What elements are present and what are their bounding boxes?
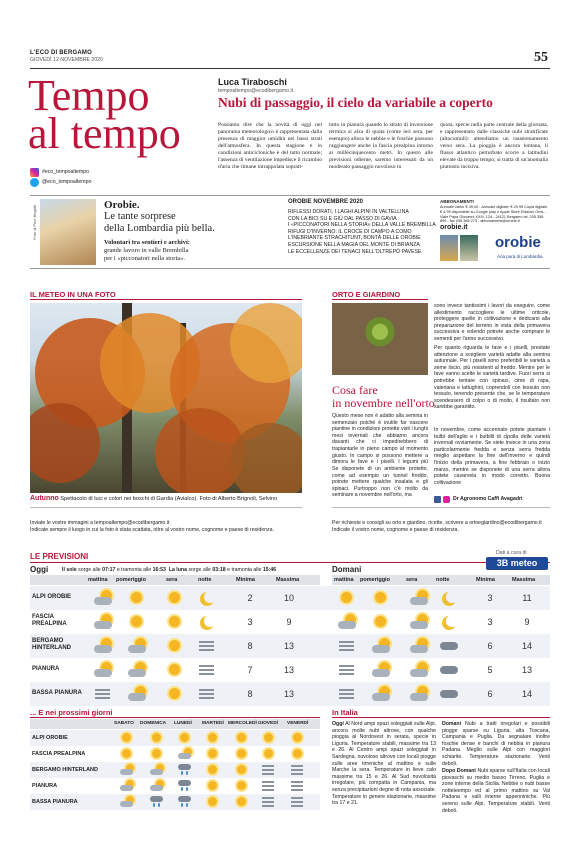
abbonamenti-text: Annuale carta: € 49,00 - Annuale digitale: € 29,99 Copia digitale € 4,99 disponibile su Google play e Apple Store Edizioni Oros - Viale Papa Giovanni XXIII, 124 - 24121 Bergamo tel. 035 358 899 - fax 035 386 273 - abbonamenti@orobie.it — [440, 205, 548, 224]
max-temp-domani: 13 — [521, 665, 532, 675]
instagram-icon — [30, 168, 39, 177]
promo-sub4: grande lavoro in valle Brembilla — [104, 247, 189, 254]
forecast-table — [30, 586, 550, 706]
col-pomeriggio: pomeriggio — [116, 577, 146, 583]
weather-cell — [194, 682, 220, 706]
previsioni-heading: LE PREVISIONI — [30, 552, 89, 561]
promo-title: Orobie. — [104, 199, 140, 211]
sun-icon — [180, 733, 189, 742]
max-temp: 13 — [283, 641, 294, 651]
page-number: 55 — [534, 50, 548, 65]
moon-label: La luna — [168, 567, 187, 573]
oggi-label: Oggi — [30, 565, 49, 574]
max-temp-domani: 14 — [521, 689, 532, 699]
weather-cell — [90, 586, 116, 610]
sun-icon — [208, 765, 217, 774]
weather-cell — [194, 634, 220, 658]
magazine-cover — [460, 235, 478, 261]
moon-set: 15:46 — [262, 567, 277, 573]
col-notte: notte — [436, 577, 450, 583]
sun-label: Il sole — [62, 567, 77, 573]
area-name: BASSA PIANURA — [32, 690, 82, 696]
partly-cloudy-icon — [120, 764, 136, 776]
author-name: Luca Tiraboschi — [218, 77, 287, 87]
weather-cell — [124, 658, 150, 682]
prossimi-row — [30, 762, 320, 778]
sun-icon — [264, 733, 273, 742]
italia-domani-text: Nubi a tratti irregolari e possibili piogge sparse su Liguria, alta Toscana, Campania e Puglia. Da segnalare inoltre foschie dense e banchi di nebbia in pianura Padana. Meglio sulle Alpi con maggiori schiarite. Temperature stazionarie. Venti deboli. — [442, 721, 550, 767]
rain-icon — [178, 764, 194, 776]
promo-issue: OROBIE NOVEMBRE 2020 — [288, 199, 364, 205]
instagram-handle[interactable]: #eco_tempoaltempo — [42, 169, 90, 175]
tramonta-label: e tramonta alle — [116, 567, 152, 573]
photo-caption — [30, 495, 302, 503]
italia-oggi-label: Oggi — [332, 721, 344, 727]
twitter-handle[interactable]: @eco_tempoaltempo — [42, 179, 92, 185]
abbonamenti-title: ABBONAMENTI — [440, 199, 474, 204]
weather-cell — [406, 610, 432, 634]
sun-icon — [237, 733, 246, 742]
weather-cell — [162, 682, 188, 706]
weather-cell — [90, 682, 116, 706]
weather-cell — [124, 682, 150, 706]
3bmeteo-logo: 3B meteo — [486, 557, 548, 570]
weather-cell — [334, 610, 360, 634]
sun-icon — [122, 733, 131, 742]
sun-set: 16:53 — [152, 567, 166, 573]
moon-rise: 03:18 — [212, 567, 226, 573]
col-minima: Minima — [236, 577, 255, 583]
orto-headline-1: Cosa fare — [332, 383, 378, 397]
day-label: VENERDÌ — [287, 721, 309, 726]
col-mattina: mattina — [334, 577, 354, 583]
col-sera: sera — [406, 577, 418, 583]
area-name: FASCIA PREALPINA — [32, 614, 67, 627]
article-col3: quota, specie nella parte centrale della giornata, e rappresentato dalle classiche nubi stratificate (altocumuli): attendiamo un rasserenamento verso sera. La pioggia è ancora lontana, il flusso atlantico perturbato scorre a latitudini elevate da troppo tempo; si tratta di un'anomalia piuttosto incisiva. — [440, 122, 548, 170]
article-headline: Nubi di passaggio, il cielo da variabile a coperto — [218, 95, 493, 110]
masthead: L'ECO DI BERGAMO — [30, 50, 92, 56]
orobie-tagline: Aria pura di Lombardia — [497, 254, 543, 259]
orto-body-4: Per quanto riguarda le fave e i piselli, prestate attenzione a scegliere varietà adatte alla semina autunnale. Per i piselli sono preferibili le varietà a seme liscio, più resistenti al freddo. Mentre per le fave vanno scelte le varietà tardive. Fuori serra si potrebbe tentare con spinaci, cime di rapa, valeriana e lattughini, coprendoli con tessuto non tessuto, tenendo presente che, se le temperature scendessero di colpo o di molto, il risultato non sarebbe garantito. — [434, 345, 550, 411]
partly-cloudy-icon — [120, 780, 136, 792]
promo-sub2: della Lombardia più bella. — [104, 223, 215, 234]
sun-icon — [208, 781, 217, 790]
sun-icon — [237, 781, 246, 790]
italia-heading: In Italia — [332, 708, 358, 717]
promo-sub5: per i «picconatori nella storia». — [104, 255, 186, 262]
rain-icon — [178, 780, 194, 792]
weather-cell — [368, 682, 394, 706]
tramonta-label: e tramonta alle — [227, 567, 262, 573]
header-rule — [30, 68, 550, 69]
max-temp: 13 — [283, 689, 294, 699]
promo-photo-credit: Foto di Pino Brigatti — [32, 205, 37, 240]
italia-domani-label: Domani — [442, 721, 462, 727]
weather-cell — [162, 658, 188, 682]
sun-icon — [208, 733, 217, 742]
article-col2: tutto in pianura quando lo strato di inversione termica si alza di quota (come ieri sera, per esempio) allora le nebbie e le foschie possono raggiungere anche la fascia prealpina intorno ai millecinquecento metri. In questo alle previsioni odierne, saremo interessati da un moderato passaggio nuvoloso in — [329, 122, 433, 170]
tree-illustration — [30, 303, 302, 493]
caption-rule — [30, 507, 302, 508]
sun-icon — [293, 733, 302, 742]
orto-invite-2: Indicate il vostro nome, cognome e paese di residenza. — [332, 527, 459, 533]
sun-icon — [152, 749, 161, 758]
weather-cell — [368, 586, 394, 610]
italia-domani — [442, 721, 550, 767]
weather-cell — [124, 634, 150, 658]
partly-cloudy-icon — [120, 796, 136, 808]
astro-info — [62, 567, 276, 574]
fog-icon — [291, 765, 307, 777]
day-label: DOMENICA — [140, 721, 167, 726]
weather-cell — [436, 610, 462, 634]
col-minima: Minima — [476, 577, 495, 583]
min-temp-domani: 6 — [487, 689, 493, 699]
max-temp-domani: 11 — [522, 593, 532, 603]
sun-rise: 07:17 — [102, 567, 116, 573]
photo-invite-1: Inviate le vostre immagini a tempoaltempo@ecodibergamo.it — [30, 520, 170, 526]
weather-cell — [90, 610, 116, 634]
weather-cell — [334, 682, 360, 706]
seedling-photo — [332, 303, 428, 375]
fog-icon — [262, 765, 278, 777]
area-name: BASSA PIANURA — [32, 799, 78, 805]
orto-invite-1: Per richieste e consigli su orto e giardino, ricette, scrivere a ortoegiardino@ecodibergamo.it — [332, 520, 542, 526]
col-sera: sera — [166, 577, 178, 583]
day-label: GIOVEDÌ — [258, 721, 278, 726]
promo-line: ESCURSIONE NELLA MAGIA DEL MONTE DI BRIANZA — [288, 241, 420, 248]
day-label: MERCOLEDÌ — [228, 721, 257, 726]
orobie-site[interactable]: orobie.it — [440, 224, 468, 231]
previsioni-rule — [30, 562, 550, 563]
weather-cell — [406, 634, 432, 658]
max-temp-domani: 14 — [521, 641, 532, 651]
issue-date: GIOVEDÌ 12 NOVEMBRE 2020 — [30, 57, 103, 63]
area-name: BERGAMO HINTERLAND — [32, 638, 71, 651]
promo-photo — [40, 199, 96, 265]
sun-icon — [237, 749, 246, 758]
weather-cell — [368, 658, 394, 682]
orobie-logo: orobie — [495, 234, 541, 251]
weather-cell — [436, 586, 462, 610]
orto-rule-bottom — [332, 507, 550, 508]
weather-cell — [162, 634, 188, 658]
weather-cell — [162, 610, 188, 634]
partly-cloudy-icon — [178, 748, 194, 760]
italia-rule — [332, 717, 550, 718]
promo-line: LE ECCELLENZE DEI TENACI NELL'OLTREPÒ PAVESE — [288, 248, 422, 255]
article-col1: Possiamo dire che la novità di oggi nel panorama meteorologico è rappresentata dalla presenza di maggior umidità nei bassi strati dell'atmosfera. In questa stagione e in condizioni anticicloniche è del tutto normale; l'assenza di ventilazione impedisce il ricambio d'aria che rimane intrappolata sopratt- — [218, 122, 322, 170]
promo-line: I «PICCONATORI NELLA STORIA» DELLA VALLE BREMBILLA — [288, 222, 436, 229]
promo-sub1: Le tante sorprese — [104, 211, 176, 222]
italia-oggi — [332, 721, 436, 841]
weather-cell — [406, 682, 432, 706]
weather-cell — [90, 634, 116, 658]
weather-cell — [194, 610, 220, 634]
prossimi-row — [30, 746, 320, 762]
col-notte: notte — [198, 577, 212, 583]
orto-body-5: In novembre, come accennato potete piantare i bulbi dell'aglio e i bulbilli di cipolla delle varietà invernali ovviamente. Se siete invece in una zona particolarmente fredda e senza serra fredda meglio aspettare la fine dell'inverno e quindi l'inizio della primavera, a fine febbraio o inizio marzo, mentre se disponete di una serra allora potete cavarvela in modo corretto. Buona coltivazione — [434, 427, 550, 486]
forecast-row — [30, 610, 550, 634]
area-name: ALPI OROBIE — [32, 594, 72, 600]
prossimi-rule — [30, 717, 320, 718]
caption-text: Spettacolo di luci e colori nei boschi di Gardia (Avialco). Foto di Alberto Brignoli, Selvino — [60, 496, 278, 502]
fog-icon — [262, 781, 278, 793]
sun-icon — [152, 733, 161, 742]
area-name: FASCIA PREALPINA — [32, 751, 86, 757]
weather-cell — [368, 634, 394, 658]
sun-icon — [122, 749, 131, 758]
italia-oggi-text: Al Nord ampi spazi soleggiati sulle Alpi, ancora molte nubi altrove, con qualche pioggia al Nordovest in serata, specie in Liguria. Temperature stabili, massime tra 13 e 26. Al Centro ampi spazi soleggiati in Sardegna, nuvoloso altrove con locali piogge sulle aree tirreniche al mattino e sulle Marche la sera. Temperature in lieve calo massime tra 15 e 26. Al Sud nuvolosità irregolare, più compatta in Campania, ma senza precipitazioni degne di nota associate. Temperature in genere stazionarie, massime tra 17 e 21. — [332, 721, 436, 807]
col-mattina: mattina — [88, 577, 108, 583]
area-name: PIANURA — [32, 666, 60, 672]
prossimi-row — [30, 730, 320, 746]
orto-body-2: Se disponete di un ambiente protetto, come ad esempio un tunnel freddo, potrete mettere qualche insalata e gli spinaci. Purtroppo non c'è molto da seminare a novembre nell'orto, ma — [332, 466, 428, 499]
weather-cell — [436, 658, 462, 682]
prossimi-row — [30, 794, 320, 810]
promo-line: CON LA BICI SU E GIÙ DAL PASSO DI GAVIA — [288, 215, 397, 222]
sun-icon — [264, 749, 273, 758]
weather-cell — [334, 634, 360, 658]
day-label: SABATO — [114, 721, 134, 726]
min-temp: 2 — [247, 593, 253, 603]
fog-icon — [291, 781, 307, 793]
min-temp-domani: 3 — [487, 593, 493, 603]
min-temp-domani: 5 — [487, 665, 493, 675]
partly-cloudy-icon — [150, 764, 166, 776]
prossimi-heading: ... E nei prossimi giorni — [30, 708, 113, 717]
weather-cell — [406, 658, 432, 682]
weather-cell — [194, 658, 220, 682]
day-label: MARTEDÌ — [202, 721, 224, 726]
forecast-row — [30, 586, 550, 610]
promo-line: RIFUGI D'INVERNO: IL CROCE DI CAMPO A COMO — [288, 228, 412, 235]
fog-icon — [291, 797, 307, 809]
sun-icon — [237, 797, 246, 806]
weather-cell — [162, 586, 188, 610]
area-name: BERGAMO HINTERLAND — [32, 767, 98, 773]
italia-dopo — [442, 768, 550, 840]
forecast-row — [30, 658, 550, 682]
forecast-row — [30, 634, 550, 658]
forecast-row — [30, 682, 550, 706]
min-temp: 8 — [247, 641, 253, 651]
rain-icon — [178, 796, 194, 808]
min-temp: 8 — [247, 689, 253, 699]
orto-heading: ORTO E GIARDINO — [332, 290, 401, 299]
italia-dopo-label: Dopo Domani — [442, 768, 476, 774]
magazine-cover — [440, 235, 458, 261]
col-massima: Massima — [512, 577, 536, 583]
min-temp-domani: 3 — [487, 617, 493, 627]
prossimi-row — [30, 778, 320, 794]
domani-col-header — [332, 575, 550, 585]
days-header — [30, 719, 320, 729]
min-temp-domani: 6 — [487, 641, 493, 651]
weather-cell — [90, 658, 116, 682]
col-pomeriggio: pomeriggio — [360, 577, 390, 583]
orto-rule — [332, 299, 428, 300]
weather-cell — [124, 586, 150, 610]
weather-cell — [334, 586, 360, 610]
author-email[interactable]: tempoaltempo@ecodibergamo.it — [218, 88, 294, 94]
sorge-label: sorge alle — [78, 567, 101, 573]
rain-icon — [150, 796, 166, 808]
fog-icon — [262, 797, 278, 809]
meteo-foto-heading: IL METEO IN UNA FOTO — [30, 290, 116, 299]
promo-line: L'INEBRIANTE STRACHITUNT, BONTÀ DELLE OROBIE — [288, 235, 421, 242]
weather-cell — [436, 682, 462, 706]
autumn-photo — [30, 303, 302, 493]
weather-cell — [124, 610, 150, 634]
weather-cell — [436, 634, 462, 658]
promo-lines — [288, 209, 438, 255]
caption-bold: Autunno — [30, 495, 59, 502]
orto-body-3: sono invece tantissimi i lavori da eseguire, come allestimento raccogliere le ultime orticole, proteggere quelle in coltivazione e dedicarsi alla preparazione del terreno in vista della primavera successiva e volendo potrete anche comprare le sementi per l'anno successivo. — [434, 303, 550, 342]
partly-cloudy-icon — [150, 780, 166, 792]
area-name: ALPI OROBIE — [32, 735, 68, 741]
weather-cell — [194, 586, 220, 610]
sun-icon — [237, 765, 246, 774]
meteo-foto-rule — [30, 299, 302, 300]
orto-author: Dr Agronomo Caffi Avagadri — [453, 496, 523, 502]
prossimi-table — [30, 730, 320, 810]
promo-line: RIFLESSI DORATI, I LAGHI ALPINI IN VALTELLINA — [288, 209, 409, 215]
meteo-credit: Dati a cura di — [496, 550, 527, 556]
weather-cell — [406, 586, 432, 610]
section-title-line1: Tempo — [28, 71, 150, 120]
max-temp: 13 — [283, 665, 294, 675]
col-massima: Massima — [276, 577, 300, 583]
min-temp: 7 — [247, 665, 253, 675]
max-temp: 9 — [286, 617, 292, 627]
instagram-icon[interactable] — [443, 496, 450, 503]
twitter-icon — [30, 178, 39, 187]
weather-cell — [368, 610, 394, 634]
facebook-icon[interactable] — [434, 496, 441, 503]
weather-cell — [334, 658, 360, 682]
area-name: PIANURA — [32, 783, 58, 789]
sun-icon — [208, 749, 217, 758]
orto-body-1: Questo mese non è adatto alla semina in semenzaio poiché è inutile far nascere piantine in condizioni protette visti i lunghi mesi invernali che abbiamo ancora davanti che ci impedirebbero di trapiantarle in pieno campo al momento giusto. In campo si possono mettere a dimora le fave e i piselli. I legumi più — [332, 413, 428, 465]
sun-icon — [208, 797, 217, 806]
max-temp: 10 — [283, 593, 294, 603]
max-temp-domani: 9 — [524, 617, 530, 627]
oggi-col-header — [30, 575, 320, 585]
photo-invite-2: Indicate sempre il luogo in cui la foto è stata scattata, oltre al vostro nome, cognome e paese di residenza. — [30, 527, 274, 533]
sun-icon — [293, 749, 302, 758]
day-label: LUNEDÌ — [174, 721, 192, 726]
promo-sub3: Volontari tra sentieri e archivi: — [104, 239, 190, 246]
orto-headline-2: in novembre nell'orto — [332, 396, 435, 410]
italia-dopo-text: Nubi sparse sull'Italia con locali piovaschi su medio basso Tirreno, Puglia e zone interne della Sicilia. Nebbie o nubi basse notteteempo ed al primo mattino su Val Padana e valli interne appenniniche. Più sereno sulle Alpi. Temperature stabili. Venti deboli. — [442, 768, 550, 814]
section-title-line2: al tempo — [28, 109, 181, 158]
min-temp: 3 — [247, 617, 253, 627]
sorge-label: sorge alle — [188, 567, 211, 573]
domani-label: Domani — [332, 565, 362, 574]
